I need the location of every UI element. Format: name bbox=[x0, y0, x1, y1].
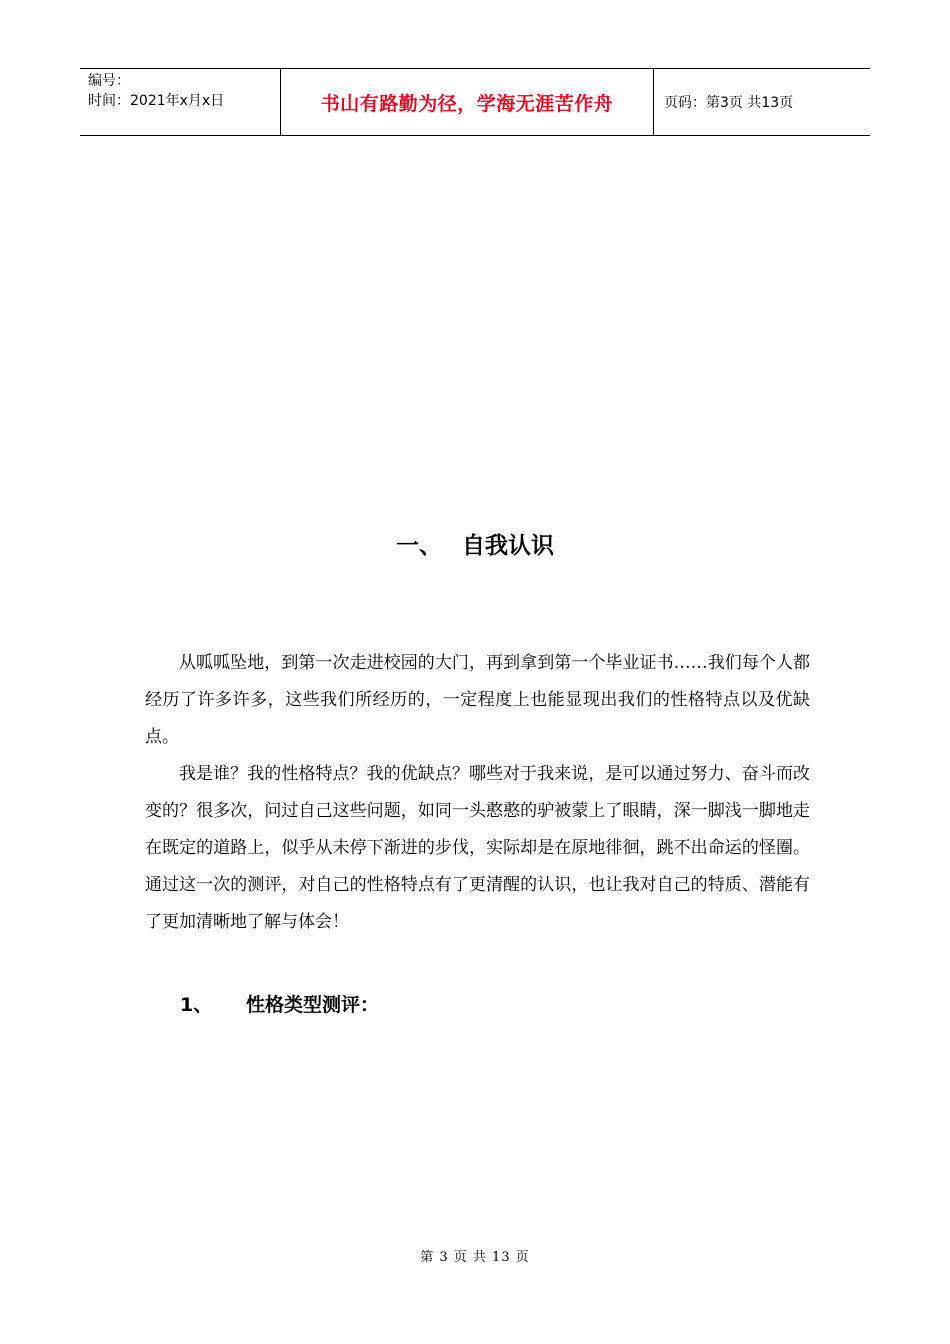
header-page-cell bbox=[654, 69, 870, 135]
subsection-number: 1、 bbox=[180, 994, 213, 1016]
document-number-label: 编号： bbox=[88, 73, 130, 89]
paragraph: 我是谁？我的性格特点？我的优缺点？哪些对于我来说，是可以通过努力、奋斗而改变的？很多次，问过自己这些问题，如同一头憨憨的驴被蒙上了眼睛，深一脚浅一脚地走在既定的道路上，似乎从未停下渐进的步伐，实际却是在原地徘徊，跳不出命运的怪圈。通过这一次的测评，对自己的性格特点有了更清醒的认识，也让我对自己的特质、潜能有了更加清晰地了解与体会！ bbox=[145, 764, 810, 932]
section-heading bbox=[0, 527, 950, 560]
header-motto: 书山有路勤为径，学海无涯苦作舟 bbox=[320, 92, 614, 115]
page-footer: 第 3 页 共 13 页 bbox=[420, 1250, 530, 1265]
paragraph: 从呱呱坠地，到第一次走进校园的大门，再到拿到第一个毕业证书……我们每个人都经历了许多许多，这些我们所经历的，一定程度上也能显现出我们的性格特点以及优缺点。 bbox=[145, 653, 810, 747]
header-table bbox=[80, 68, 870, 136]
body-text bbox=[145, 645, 810, 941]
subsection-title: 性格类型测评： bbox=[246, 994, 380, 1016]
header-motto-cell bbox=[281, 69, 654, 135]
header-page-code: 页码：第3页 共13页 bbox=[664, 95, 794, 111]
section-title: 自我认识 bbox=[462, 533, 554, 559]
header-meta-cell bbox=[80, 69, 281, 135]
section-number: 一、 bbox=[396, 533, 442, 559]
document-date-label: 时间：2021年x月x日 bbox=[88, 93, 225, 109]
subsection-heading bbox=[180, 990, 379, 1017]
